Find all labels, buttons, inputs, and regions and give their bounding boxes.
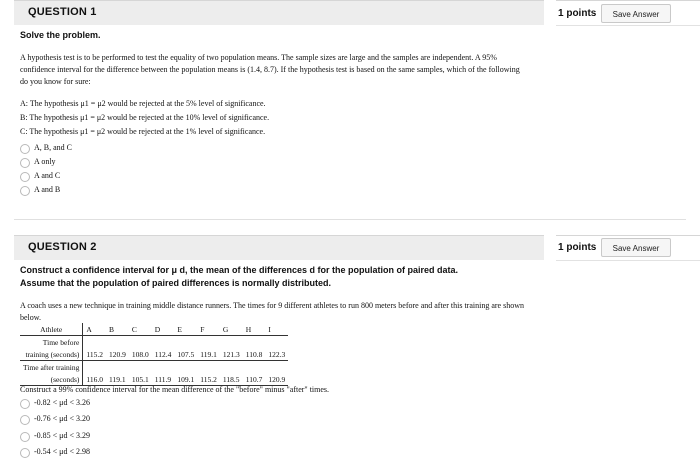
question-2-body: A coach uses a new technique in training middle distance runners. The times for 9 different athletes to run 800 meters before and after this training are shown below.	[20, 301, 524, 322]
radio-button[interactable]	[20, 158, 30, 168]
question-1-instruction: Solve the problem.	[20, 30, 101, 40]
radio-button[interactable]	[20, 399, 30, 409]
radio-button[interactable]	[20, 186, 30, 196]
table-header-cell: B	[106, 323, 129, 336]
table-cell: 105.1	[129, 373, 152, 386]
row-label: Time before	[20, 336, 83, 349]
table-header-cell: A	[83, 323, 106, 336]
table-cell: 118.5	[220, 373, 243, 386]
table-header-cell: G	[220, 323, 243, 336]
table-row	[20, 348, 288, 361]
table-cell: 108.0	[129, 348, 152, 361]
table-header-cell: C	[129, 323, 152, 336]
question-1-title: QUESTION 1	[28, 6, 97, 18]
table-cell: 112.4	[152, 348, 175, 361]
table-cell: 120.9	[106, 348, 129, 361]
question-2-header	[14, 235, 544, 260]
question-1-statement-b: B: The hypothesis μ1 = μ2 would be rejected at the 10% level of significance.	[20, 113, 270, 122]
row-label: (seconds)	[20, 373, 83, 386]
table-row	[20, 336, 288, 349]
table-cell: 119.1	[197, 348, 220, 361]
question-1-statement-a: A: The hypothesis μ1 = μ2 would be rejected at the 5% level of significance.	[20, 99, 266, 108]
table-cell: 110.7	[243, 373, 266, 386]
question-2-instruction-line-1: Construct a confidence interval for μ d, the mean of the differences d for the population of paired data.	[20, 265, 459, 275]
row-label: training (seconds)	[20, 348, 83, 361]
table-cell: 107.5	[174, 348, 197, 361]
question-1-save-answer-button[interactable]: Save Answer	[601, 4, 671, 23]
question-1-body: A hypothesis test is to be performed to test the equality of two population means. The sample sizes are large and the samples are independent. A 95% confidence interval for the difference between the population means is (1.4, 8.7). If the hypothesis test is based on the same samples, which of the following do you know for sure:	[20, 53, 520, 86]
table-cell: 109.1	[174, 373, 197, 386]
question-2-instruction-line-2: Assume that the population of paired differences is normally distributed.	[20, 278, 332, 288]
training-times-table	[20, 323, 288, 386]
question-2-title: QUESTION 2	[28, 241, 97, 253]
table-header-row	[20, 323, 288, 336]
radio-button[interactable]	[20, 415, 30, 425]
table-row	[20, 361, 288, 374]
question-2-points: 1 points	[558, 242, 597, 253]
table-cell: 119.1	[106, 373, 129, 386]
table-header-cell: D	[152, 323, 175, 336]
table-header-cell: I	[265, 323, 288, 336]
table-cell	[83, 336, 288, 349]
table-cell: 111.9	[152, 373, 175, 386]
question-2-save-answer-button[interactable]: Save Answer	[601, 238, 671, 257]
radio-button[interactable]	[20, 172, 30, 182]
table-cell: 115.2	[83, 348, 106, 361]
radio-button[interactable]	[20, 432, 30, 442]
divider	[14, 219, 686, 220]
radio-button[interactable]	[20, 448, 30, 458]
table-cell: 121.3	[220, 348, 243, 361]
table-header-cell: F	[197, 323, 220, 336]
radio-button[interactable]	[20, 144, 30, 154]
table-cell: 122.3	[265, 348, 288, 361]
table-cell: 110.8	[243, 348, 266, 361]
question-1-header	[14, 0, 544, 25]
row-label: Time after training	[20, 361, 83, 374]
table-cell: 115.2	[197, 373, 220, 386]
question-1-statement-c: C: The hypothesis μ1 = μ2 would be rejected at the 1% level of significance.	[20, 127, 266, 136]
table-cell: 120.9	[265, 373, 288, 386]
table-header-cell: E	[174, 323, 197, 336]
table-cell	[83, 361, 288, 374]
table-cell: 116.0	[83, 373, 106, 386]
table-header-cell: H	[243, 323, 266, 336]
question-2-prompt: Construct a 99% confidence interval for the mean difference of the "before" minus "after" times.	[20, 385, 330, 394]
table-header-label: Athlete	[20, 323, 83, 336]
question-1-points: 1 points	[558, 8, 597, 19]
